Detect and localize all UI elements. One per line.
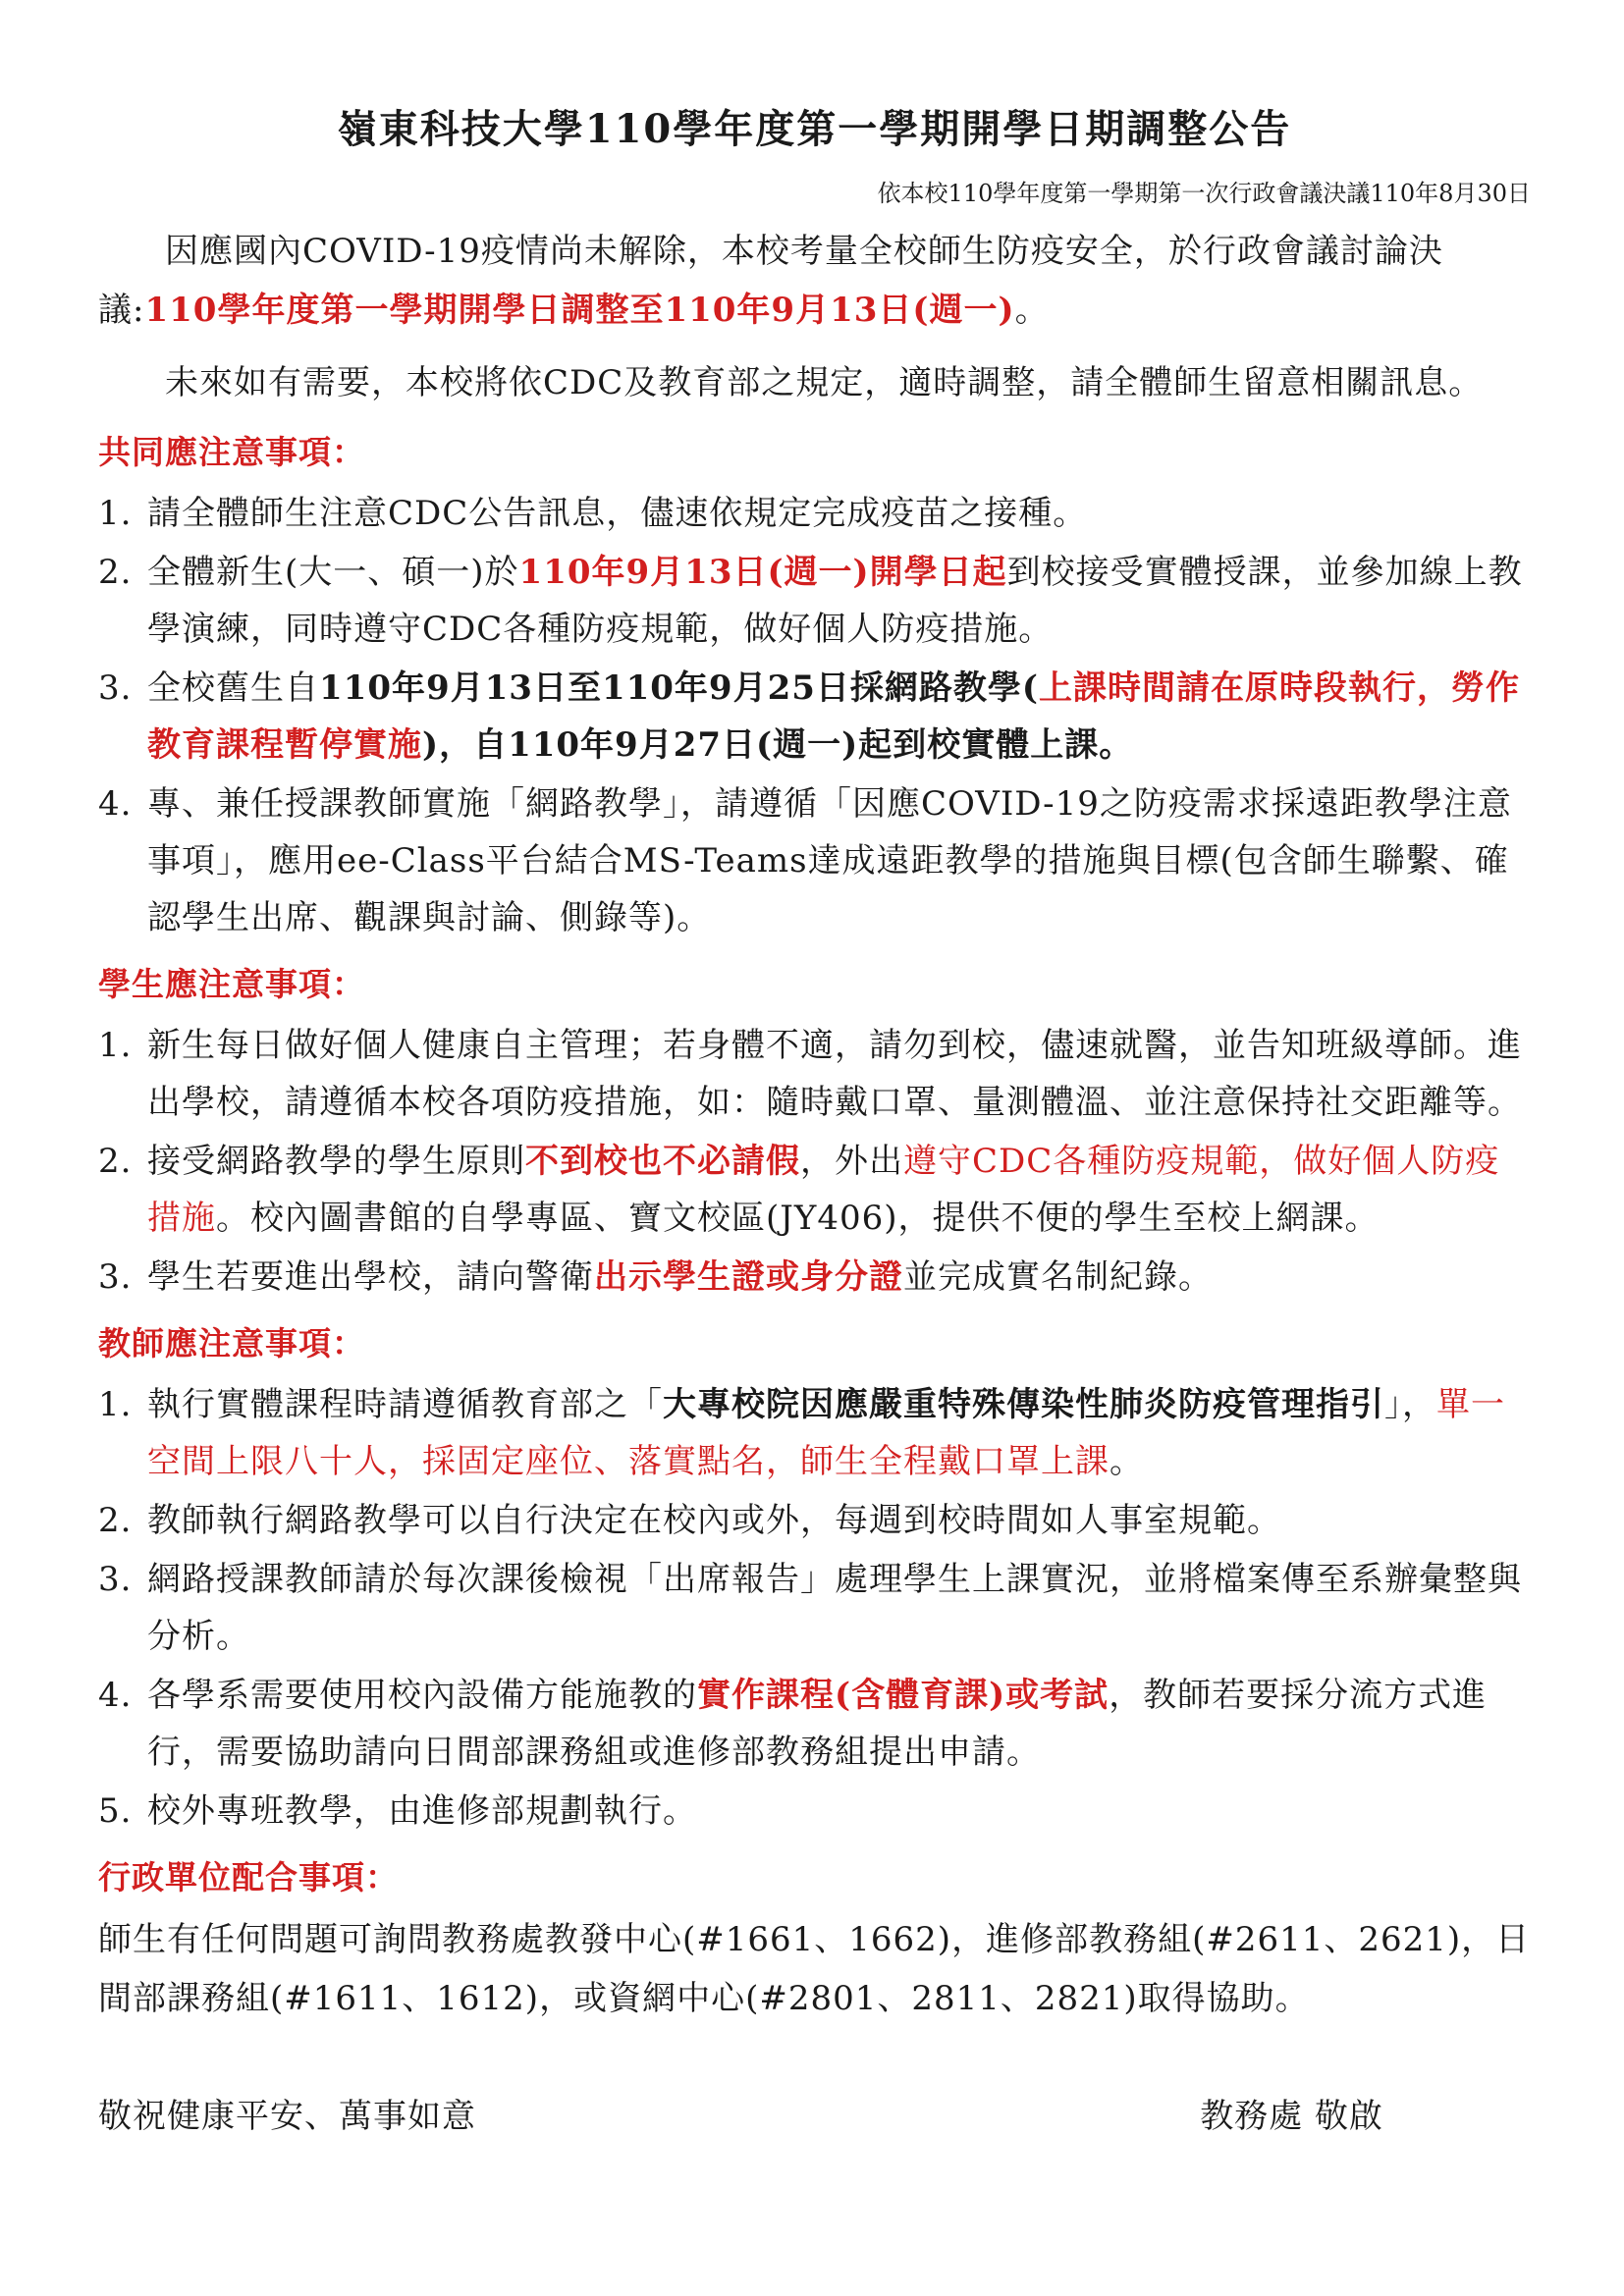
list-item <box>98 1376 1531 1490</box>
item-number: 3. <box>98 668 133 708</box>
list-item <box>98 1783 1531 1840</box>
common-list <box>98 485 1531 946</box>
start-date-highlight: 110學年度第一學期開學日調整至110年9月13日(週一) <box>144 291 1015 330</box>
text-fragment: 。 <box>1110 1442 1144 1481</box>
highlight-text: 不到校也不必請假 <box>525 1142 800 1181</box>
item-text: 校外專班教學，由進修部規劃執行。 <box>147 1791 697 1831</box>
item-text <box>147 1667 1531 1781</box>
section-heading-students: 學生應注意事項： <box>98 965 365 1003</box>
item-text: 新生每日做好個人健康自主管理；若身體不適，請勿到校，儘速就醫，並告知班級導師。進出學校，請遵循本校各項防疫措施，如：隨時戴口罩、量測體溫、並注意保持社交距離等。 <box>147 1026 1522 1122</box>
admin-contact-paragraph: 師生有任何問題可詢問教務處教發中心(#1661、1662)，進修部教務組(#2611、2621)，日間部課務組(#1611、1612)，或資網中心(#2801、2811、2821)取得協助。 <box>98 1920 1531 2018</box>
text-fragment: 」， <box>1384 1385 1436 1424</box>
section-heading-common: 共同應注意事項： <box>98 433 365 471</box>
highlight-text: 遵守CDC各種防疫規範，做好個人防疫措施 <box>147 1142 1500 1238</box>
item-text: 教師執行網路教學可以自行決定在校內或外，每週到校時間如人事室規範。 <box>147 1501 1281 1540</box>
item-number: 1. <box>98 1385 133 1424</box>
highlight-text: 實作課程(含體育課)或考試 <box>697 1676 1110 1715</box>
item-text: 專、兼任授課教師實施「網路教學」，請遵循「因應COVID-19之防疫需求採遠距教學注意事項」，應用ee-Class平台結合MS-Teams達成遠距教學的措施與目標(包含師生聯繫、確認學生出席、觀課與討論、側錄等)。 <box>147 784 1512 937</box>
item-text <box>147 1376 1531 1490</box>
text-fragment: 全校舊生自 <box>147 668 319 708</box>
bold-text: )，自110年9月27日(週一)起到校實體上課。 <box>422 725 1134 765</box>
section-heading-teachers: 教師應注意事項： <box>98 1324 365 1362</box>
section-heading-admin: 行政單位配合事項： <box>98 1858 399 1896</box>
list-item <box>98 1492 1531 1549</box>
text-fragment: 執行實體課程時請遵循教育部之「 <box>147 1385 663 1424</box>
item-number: 4. <box>98 784 133 824</box>
list-item <box>98 660 1531 774</box>
intro-paragraph-2: 未來如有需要，本校將依CDC及教育部之規定，適時調整，請全體師生留意相關訊息。 <box>165 363 1484 402</box>
closing-greeting: 敬祝健康平安、萬事如意 <box>98 2097 476 2136</box>
list-item <box>98 544 1531 658</box>
item-number: 3. <box>98 1257 133 1297</box>
highlight-text: 出示學生證或身分證 <box>594 1257 903 1297</box>
intro-end: 。 <box>1014 291 1050 330</box>
highlight-text: 單一空間上限八十人，採固定座位、落實點名，師生全程戴口罩上課 <box>147 1385 1505 1481</box>
item-number: 4. <box>98 1676 133 1715</box>
bold-text: 大專校院因應嚴重特殊傳染性肺炎防疫管理指引 <box>663 1385 1384 1424</box>
text-fragment: 。校內圖書館的自學專區、寶文校區(JY406)，提供不便的學生至校上網課。 <box>216 1199 1380 1238</box>
text-fragment: 學生若要進出學校，請向警衛 <box>147 1257 594 1297</box>
text-fragment: 並完成實名制紀錄。 <box>903 1257 1213 1297</box>
list-item <box>98 775 1531 946</box>
item-text: 網路授課教師請於每次課後檢視「出席報告」處理學生上課實況，並將檔案傳至系辦彙整與分析。 <box>147 1560 1522 1656</box>
item-text <box>147 660 1531 774</box>
intro-paragraph-1 <box>98 222 1531 340</box>
text-fragment: ，教師若要採分流方式進行，需要協助請向日間部課務組或進修部教務組提出申請。 <box>147 1676 1488 1772</box>
text-fragment: 各學系需要使用校內設備方能施教的 <box>147 1676 697 1715</box>
list-item <box>98 485 1531 542</box>
list-item <box>98 1551 1531 1665</box>
text-fragment: ，外出 <box>800 1142 903 1181</box>
highlight-text: 110年9月13日(週一)開學日起 <box>518 553 1007 592</box>
item-number: 3. <box>98 1560 133 1599</box>
item-text: 請全體師生注意CDC公告訊息，儘速依規定完成疫苗之接種。 <box>147 494 1088 533</box>
intro-text: 因應國內COVID-19疫情尚未解除，本校考量全校師生防疫安全，於行政會議討論決議: <box>98 232 1443 330</box>
list-item <box>98 1017 1531 1131</box>
item-number: 2. <box>98 1501 133 1540</box>
item-number: 2. <box>98 1142 133 1181</box>
item-text <box>147 1249 1531 1306</box>
text-fragment: 接受網路教學的學生原則 <box>147 1142 525 1181</box>
item-text <box>147 1133 1531 1247</box>
closing-signature: 教務處 敬啟 <box>1200 2097 1383 2136</box>
highlight-text: 上課時間請在原時段執行，勞作教育課程暫停實施 <box>147 668 1520 765</box>
decision-basis: 依本校110學年度第一學期第一次行政會議決議110年8月30日 <box>877 180 1531 207</box>
item-number: 1. <box>98 494 133 533</box>
page-title: 嶺東科技大學110學年度第一學期開學日期調整公告 <box>337 106 1292 152</box>
list-item <box>98 1249 1531 1306</box>
item-text <box>147 544 1531 658</box>
item-number: 1. <box>98 1026 133 1065</box>
list-item <box>98 1667 1531 1781</box>
students-list <box>98 1017 1531 1306</box>
closing-line <box>98 2089 1531 2137</box>
text-fragment: 全體新生(大一、碩一)於 <box>147 553 519 592</box>
item-number: 2. <box>98 553 133 592</box>
text-fragment: 到校接受實體授課，並參加線上教學演練，同時遵守CDC各種防疫規範，做好個人防疫措施。 <box>147 553 1523 649</box>
item-number: 5. <box>98 1791 133 1831</box>
bold-text: 110年9月13日至110年9月25日採網路教學( <box>319 668 1039 708</box>
teachers-list <box>98 1376 1531 1840</box>
list-item <box>98 1133 1531 1247</box>
